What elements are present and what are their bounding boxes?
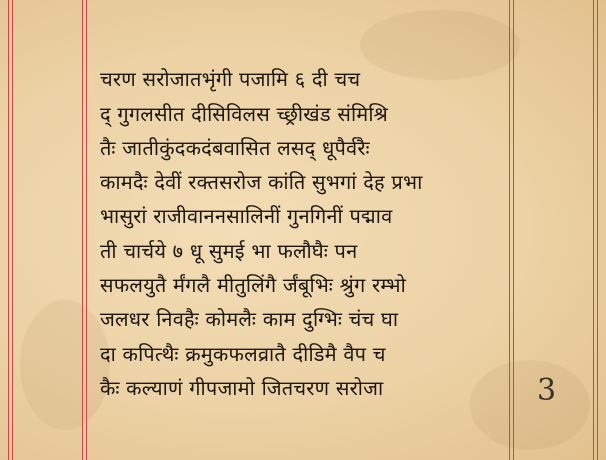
text-line: कैः कल्याणं गीपजामो जितचरण सरोजा: [100, 375, 384, 400]
text-line: जलधर निवहैः कोमलैः काम दुग्भिः चंच घा: [100, 307, 399, 332]
left-margin-rule: [86, 0, 87, 460]
text-line: चरण सरोजातभृंगी पजामि ६ दी चच: [100, 67, 361, 92]
right-margin-rule: [597, 0, 598, 460]
text-line: दा कपित्थैः क्रमुकफलव्रातै दीडिमै वैप च: [100, 341, 386, 366]
left-margin-rule: [82, 0, 83, 460]
text-line: ती चार्चये ७ धू सुमई भा फलौघैः पन: [100, 238, 358, 263]
manuscript-text: [100, 58, 520, 401]
paper-stain: [20, 300, 110, 430]
text-line: कामदैः देवीं रक्तसरोज कांति सुभगां देह प्रभा: [100, 170, 423, 195]
left-margin-rule: [8, 0, 9, 460]
right-margin-rule: [593, 0, 594, 460]
text-line: द् गुगलसीत दीसिविलस च्छ्रीखंड संमिश्रि: [100, 101, 388, 126]
text-line: भासुरां राजीवाननसालिनीं गुनगिनीं पद्माव: [100, 204, 393, 229]
text-line: तैः जातीकुंदकदंबवासित लसद् धूपैर्वरैः: [100, 135, 370, 160]
page-number: 3: [537, 373, 557, 408]
text-line: सफलयुतै र्मंगलै मीतुलिंगै र्जंबूभिः श्रुंग रम्भो: [100, 273, 406, 298]
left-margin-rule: [12, 0, 13, 460]
